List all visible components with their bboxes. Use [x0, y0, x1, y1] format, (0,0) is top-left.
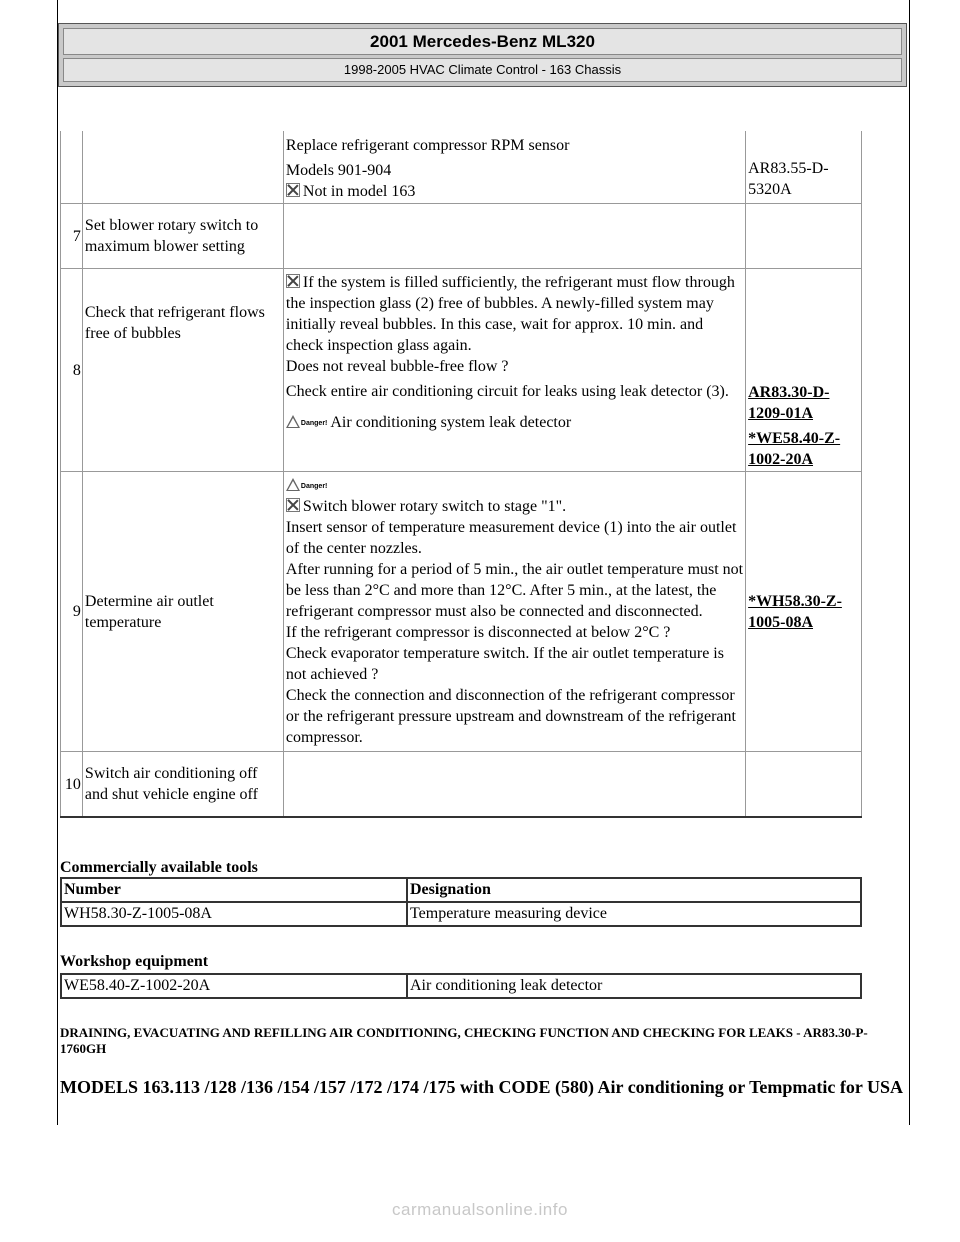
- commercial-tools-table: [60, 877, 862, 927]
- step8-tool-text: Air conditioning system leak detector: [330, 414, 572, 431]
- table-row: [61, 269, 862, 472]
- column-header: Number: [61, 878, 407, 902]
- step-number: 8: [61, 269, 83, 472]
- page-frame-left: [57, 0, 58, 1125]
- step-description-cell: [283, 472, 745, 752]
- table-row: [61, 472, 862, 752]
- step9-ref-link[interactable]: *WH58.30-Z-1005-08A: [748, 592, 842, 631]
- step-action: Check that refrigerant flows free of bubbles: [82, 269, 283, 472]
- page-frame-right: [909, 0, 910, 1125]
- step9-danger: [286, 475, 743, 496]
- step-ref-cell: [746, 204, 862, 269]
- step-action: Determine air outlet temperature: [82, 472, 283, 752]
- danger-icon: Danger!: [286, 478, 327, 491]
- note-icon: [286, 274, 300, 288]
- step-number: 10: [61, 752, 83, 818]
- sensor-ref: AR83.55-D-5320A: [746, 131, 862, 204]
- commercial-tools-heading: Commercially available tools: [60, 859, 258, 876]
- step8-tool-ref-link[interactable]: *WE58.40-Z-1002-20A: [748, 430, 841, 468]
- table-row: [61, 752, 862, 818]
- step8-question: Does not reveal bubble-free flow ?: [285, 358, 509, 375]
- next-section-models: MODELS 163.113 /128 /136 /154 /157 /172 /174 /175 with CODE (580) Air conditioning or Tempmatic for USA: [60, 1077, 904, 1097]
- table-cell: Temperature measuring device: [407, 902, 861, 926]
- page-header: [58, 23, 907, 87]
- step9-text: If the refrigerant compressor is disconnected at below 2°C ?: [285, 624, 671, 641]
- step8-note-text: If the system is filled sufficiently, the refrigerant must flow through the inspection glass (2) free of bubbles. A newly-filled system may initially reveal bubbles. In this case, wait for approx. 10 min. and check inspection glass again.: [285, 274, 735, 354]
- note-icon: [286, 183, 300, 197]
- sensor-replace-text: Replace refrigerant compressor RPM sensor: [285, 137, 570, 154]
- step8-check: Check entire air conditioning circuit for leaks using leak detector (3).: [285, 383, 729, 400]
- step-number-cell: [61, 131, 83, 204]
- header-title: 2001 Mercedes-Benz ML320: [63, 28, 902, 55]
- step-number: 7: [61, 204, 83, 269]
- table-row: [61, 974, 861, 998]
- step-number: 9: [61, 472, 83, 752]
- watermark: carmanualsonline.info: [392, 1200, 568, 1219]
- table-cell: WE58.40-Z-1002-20A: [61, 974, 407, 998]
- step-description-cell: [283, 752, 745, 818]
- step9-note-text: Switch blower rotary switch to stage "1".: [302, 498, 567, 515]
- step-description-cell: [283, 204, 745, 269]
- table-row: [61, 204, 862, 269]
- sensor-models-text: Models 901-904: [285, 162, 392, 179]
- danger-icon: Danger!: [286, 415, 327, 428]
- step-ref-cell: [746, 269, 862, 472]
- step9-text: Check the connection and disconnection of the refrigerant compressor or the refrigerant pressure upstream and downstream of the refrigerant compressor.: [285, 687, 736, 746]
- step-action: Switch air conditioning off and shut vehicle engine off: [82, 752, 283, 818]
- step-action-cell: [82, 131, 283, 204]
- table-header-row: [61, 878, 861, 902]
- header-subtitle: 1998-2005 HVAC Climate Control - 163 Chassis: [63, 58, 902, 82]
- table-row: [61, 902, 861, 926]
- step-ref-cell: [746, 752, 862, 818]
- workshop-equipment-heading: Workshop equipment: [60, 953, 209, 970]
- step9-text: After running for a period of 5 min., the air outlet temperature must not be less than 2°C and more than 12°C. After 5 min., at the latest, the refrigerant compressor must also be connected and disconnected.: [285, 561, 744, 620]
- step8-note: [286, 272, 743, 356]
- column-header: Designation: [407, 878, 861, 902]
- step-description-cell: [283, 269, 745, 472]
- step-action: Set blower rotary switch to maximum blower setting: [82, 204, 283, 269]
- procedure-table: [60, 131, 862, 818]
- table-cell: WH58.30-Z-1005-08A: [61, 902, 407, 926]
- step8-check-ref-link[interactable]: AR83.30-D-1209-01A: [748, 384, 830, 422]
- next-section-title: DRAINING, EVACUATING AND REFILLING AIR CONDITIONING, CHECKING FUNCTION AND CHECKING FOR LEAKS - AR83.30-P-1760GH: [60, 1025, 868, 1056]
- note-icon: [286, 498, 300, 512]
- step9-text: Insert sensor of temperature measurement device (1) into the air outlet of the center nozzles.: [285, 519, 737, 557]
- workshop-equipment-table: [60, 973, 862, 999]
- table-cell: Air conditioning leak detector: [407, 974, 861, 998]
- sensor-note: [286, 181, 743, 202]
- table-row: [61, 131, 862, 204]
- step8-tool: [286, 412, 743, 433]
- step-ref-cell: [746, 472, 862, 752]
- step-description-cell: [283, 131, 745, 204]
- step9-note: [286, 496, 743, 517]
- sensor-note-text: Not in model 163: [302, 183, 416, 200]
- step9-text: Check evaporator temperature switch. If the air outlet temperature is not achieved ?: [285, 645, 724, 683]
